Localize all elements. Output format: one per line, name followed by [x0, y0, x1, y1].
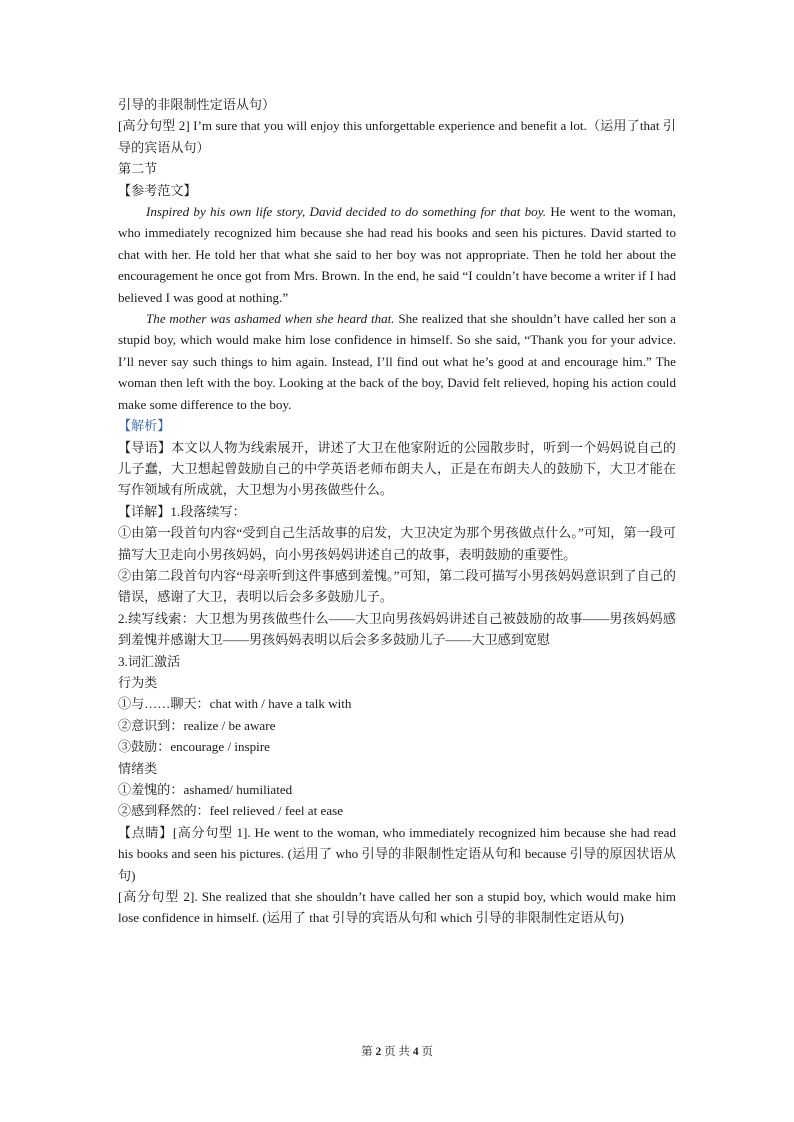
intro-text: 【导语】本文以人物为线索展开，讲述了大卫在他家附近的公园散步时，听到一个妈妈说自己的儿子蠢，大卫想起曾鼓励自己的中学英语老师布朗夫人，正是在布朗夫人的鼓励下，大卫才能在写作领域有所成就，大卫想为小男孩做些什么。: [118, 439, 676, 498]
vocab-category: 情绪类: [118, 760, 158, 776]
vocab-item: ②意识到：realize / be aware: [118, 717, 276, 733]
footer-middle: 页 共: [381, 1046, 413, 1058]
detail-point-2: ②由第二段首句内容“母亲听到这件事感到羞愧。”可知，第二段可描写小男孩妈妈意识到了自己的错误，感谢了大卫，表明以后会多多鼓励儿子。: [118, 567, 676, 605]
text-line: 引导的非限制性定语从句）: [118, 97, 276, 112]
page-footer: [0, 1043, 794, 1059]
vocab-item: ③鼓励：encourage / inspire: [118, 739, 270, 755]
essay-paragraph-1: [118, 201, 676, 308]
text-line: [高分句型 2] I’m sure that you will enjoy this unforgettable experience and benefit a lot.（运用了that 引导的宾语从句）: [118, 118, 676, 155]
reference-heading: 【参考范文】: [118, 182, 197, 198]
vocab-heading: 3.词汇激活: [118, 653, 181, 669]
footer-prefix: 第: [361, 1046, 376, 1058]
section-title: 第二节: [118, 161, 158, 177]
page-content: [118, 94, 676, 929]
paragraph-opening-sentence: Inspired by his own life story, David decided to do something for that boy.: [146, 204, 547, 220]
vocab-item: ①与……聊天：chat with / have a talk with: [118, 696, 352, 712]
vocab-item: ①羞愧的：ashamed/ humiliated: [118, 782, 293, 797]
essay-paragraph-2: [118, 308, 676, 415]
clue-text: 2.续写线索：大卫想为男孩做些什么——大卫向男孩妈妈讲述自己被鼓励的故事——男孩妈妈感到羞愧并感谢大卫——男孩妈妈表明以后会多多鼓励儿子——大卫感到宽慰: [118, 610, 676, 648]
paragraph-body: He went to the woman, who immediately recognized him because she had read his books and seen his pictures. David started to chat with her. He told her that what she said to her boy was not appropriate. Then he told her about the encouragement he once got from Mrs. Brown. In the end, he said “I couldn’t have become a writer if I had believed I was good at nothing.”: [118, 204, 676, 305]
paragraph-opening-sentence: The mother was ashamed when she heard that.: [146, 311, 395, 327]
page-total: 4: [412, 1046, 419, 1058]
highlight-sentence-2: [高分句型 2]. She realized that she shouldn’t have called her son a stupid boy, which would make him lose confidence in himself. (运用了 that 引导的宾语从句和 which 引导的非限制性定语从句): [118, 889, 676, 926]
vocab-category: 行为类: [118, 674, 158, 690]
footer-suffix: 页: [418, 1046, 433, 1058]
vocab-item: ②感到释然的：feel relieved / feel at ease: [118, 803, 344, 819]
page-number: 2: [375, 1046, 382, 1058]
detail-heading: 【详解】1.段落续写：: [118, 503, 246, 519]
detail-point-1: ①由第一段首句内容“受到自己生活故事的启发，大卫决定为那个男孩做点什么。”可知，第一段可描写大卫走向小男孩妈妈，向小男孩妈妈讲述自己的故事，表明鼓励的重要性。: [118, 525, 676, 562]
analysis-heading: 【解析】: [118, 418, 171, 434]
paragraph-body: She realized that she shouldn’t have called her son a stupid boy, which would make him lose confidence in himself. So she said, “Thank you for your advice. I’ll never say such things to him again. Instead, I’ll find out what he’s good at and encourage him.” The woman then left with the boy. Looking at the back of the boy, David felt relieved, hoping his action could make some difference to the boy.: [118, 311, 676, 412]
highlight-sentence-1: 【点睛】[高分句型 1]. He went to the woman, who immediately recognized him because she had read his books and seen his pictures. (运用了 who 引导的非限制性定语从句和 because 引导的原因状语从句): [118, 824, 676, 883]
